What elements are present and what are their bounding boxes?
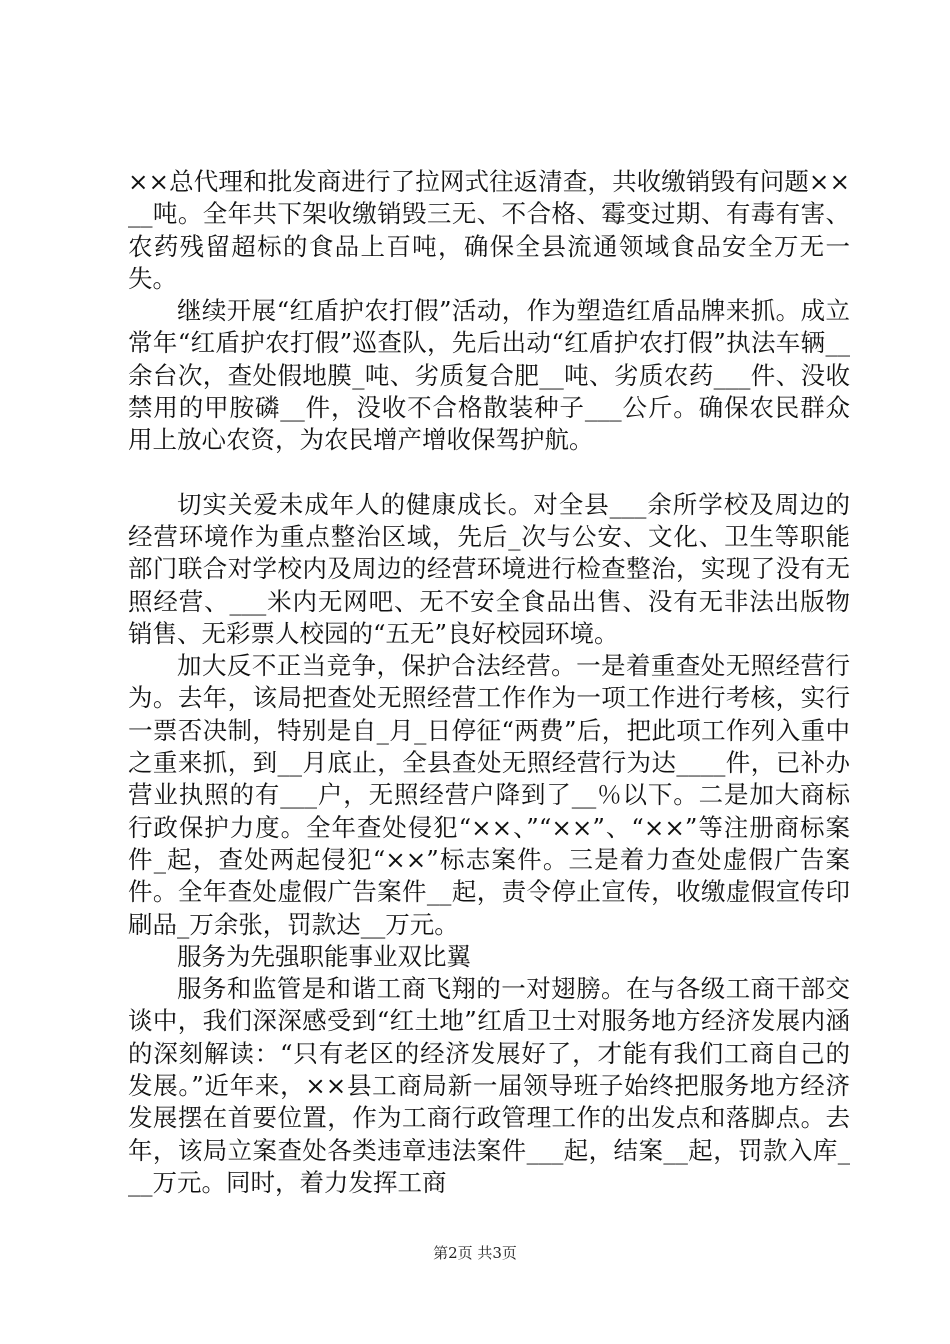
- paragraph-spacer: [128, 457, 850, 489]
- section-heading: 服务为先强职能事业双比翼: [177, 941, 471, 971]
- paragraph-fair-competition: 加大反不正当竞争，保护合法经营。一是着重查处无照经营行为。去年，该局把查处无照经营工作作为一项工作进行考核，实行一票否决制，特别是自_月_日停征“两费”后，把此项工作列入重中之重来抓，到__月底止，全县查处无照经营行为达____件，已补办营业执照的有___户，无照经营户降到了__％以下。二是加大商标行政保护力度。全年查处侵犯“××、”“××”、“××”等注册商标案件_起，查处两起侵犯“××”标志案件。三是着力查处虚假广告案件。全年查处虚假广告案件__起，责令停止宣传，收缴虚假宣传印刷品_万余张，罚款达__万元。: [128, 651, 850, 939]
- paragraph-service-supervision: 服务和监管是和谐工商飞翔的一对翅膀。在与各级工商干部交谈中，我们深深感受到“红土地”红盾卫士对服务地方经济发展内涵的深刻解读：“只有老区的经济发展好了，才能有我们工商自己的发展。”近年来，××县工商局新一届领导班子始终把服务地方经济发展摆在首要位置，作为工商行政管理工作的出发点和落脚点。去年，该局立案查处各类违章违法案件___起，结案__起，罚款入库___万元。同时，着力发挥工商: [128, 974, 850, 1197]
- paragraph-minors-protection: 切实关爱未成年人的健康成长。对全县___余所学校及周边的经营环境作为重点整治区域，先后_次与公安、文化、卫生等职能部门联合对学校内及周边的经营环境进行检查整治，实现了没有无照经营、___米内无网吧、无不安全食品出售、没有无非法出版物销售、无彩票人校园的“五无”良好校园环境。: [128, 489, 850, 648]
- paragraph-continued: ××总代理和批发商进行了拉网式往返清查，共收缴销毁有问题××__吨。全年共下架收缴销毁三无、不合格、霉变过期、有毒有害、农药残留超标的食品上百吨，确保全县流通领域食品安全万无一失。: [128, 167, 850, 293]
- document-body: [128, 166, 850, 1199]
- page-footer: 第2页 共3页: [433, 1244, 517, 1262]
- paragraph-anti-counterfeit-agri: 继续开展“红盾护农打假”活动，作为塑造红盾品牌来抓。成立常年“红盾护农打假”巡查队，先后出动“红盾护农打假”执法车辆__余台次，查处假地膜_吨、劣质复合肥__吨、劣质农药___件、没收禁用的甲胺磷__件，没收不合格散装种子___公斤。确保农民群众用上放心农资，为农民增产增收保驾护航。: [128, 296, 850, 455]
